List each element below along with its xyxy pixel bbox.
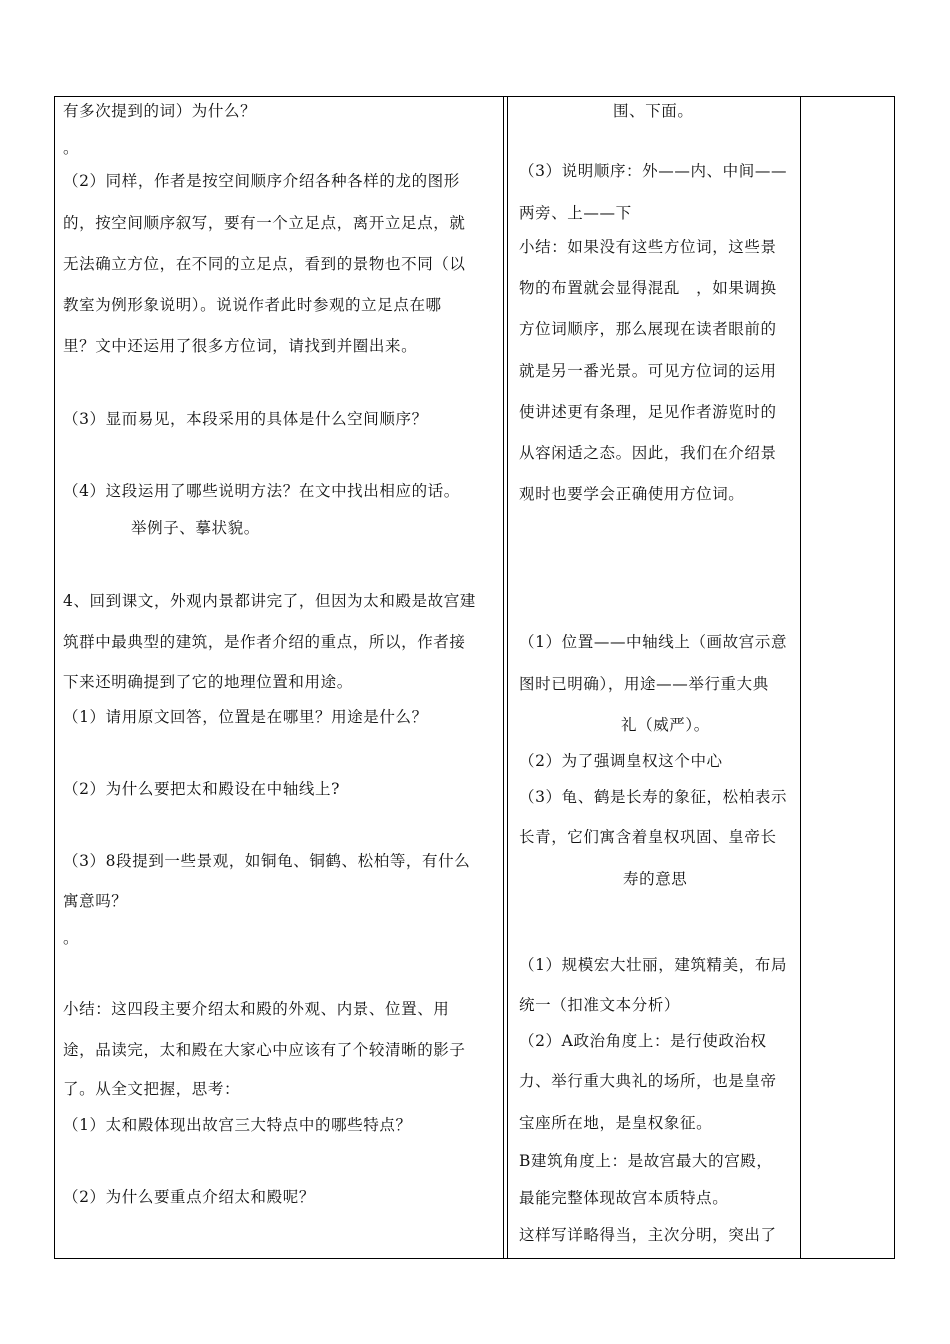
left-text-line: 有多次提到的词）为什么？ [63, 102, 257, 120]
right-text-line: 使讲述更有条理，足见作者游览时的 [519, 403, 777, 421]
lesson-table [54, 96, 895, 1259]
left-text-line: 里？文中还运用了很多方位词，请找到并圈出来。 [63, 337, 418, 355]
left-text-line: 举例子、摹状貌。 [131, 519, 260, 537]
right-text-line: 图时已明确），用途——举行重大典 [519, 675, 769, 693]
left-text-line: 。 [63, 929, 80, 947]
left-text-line: 教室为例形象说明）。说说作者此时参观的立足点在哪 [63, 296, 442, 314]
left-text-line: （2）同样，作者是按空间顺序介绍各种各样的龙的图形 [63, 172, 460, 190]
right-text-line: （1）规模宏大壮丽，建筑精美，布局 [519, 956, 788, 974]
column-divider [503, 97, 504, 1258]
left-text-line: （2）为什么要重点介绍太和殿呢？ [63, 1188, 315, 1206]
right-text-line: （3）龟、鹤是长寿的象征，松柏表示 [519, 788, 788, 806]
left-text-line: 的，按空间顺序叙写，要有一个立足点，离开立足点，就 [63, 214, 466, 232]
right-text-line: 统一（扣准文本分析） [519, 996, 681, 1014]
left-text-line: 4、回到课文，外观内景都讲完了，但因为太和殿是故宫建 [63, 592, 476, 610]
right-text-line: 力、举行重大典礼的场所，也是皇帝 [519, 1072, 777, 1090]
right-text-line: 最能完整体现故宫本质特点。 [519, 1189, 729, 1207]
right-text-line: 围、下面。 [613, 102, 694, 120]
right-text-line: 物的布置就会显得混乱 ，如果调换 [519, 279, 777, 297]
left-text-line: 。 [63, 139, 80, 157]
right-text-line: （2）A政治角度上：是行使政治权 [519, 1032, 767, 1050]
right-text-line: （2）为了强调皇权这个中心 [519, 752, 723, 770]
right-text-line: 两旁、上——下 [519, 204, 632, 222]
left-text-line: 筑群中最典型的建筑，是作者介绍的重点，所以，作者接 [63, 633, 466, 651]
right-text-line: （3）说明顺序：外——内、中间—— [519, 162, 788, 180]
left-text-line: （1）请用原文回答，位置是在哪里？用途是什么？ [63, 708, 428, 726]
left-text-line: 寓意吗？ [63, 892, 128, 910]
left-text-line: （3）显而易见，本段采用的具体是什么空间顺序？ [63, 410, 428, 428]
right-text-line: 长青，它们寓含着皇权巩固、皇帝长 [519, 828, 777, 846]
right-text-line: 观时也要学会正确使用方位词。 [519, 485, 745, 503]
right-text-line: 从容闲适之态。因此，我们在介绍景 [519, 444, 777, 462]
left-text-line: 无法确立方位，在不同的立足点，看到的景物也不同（以 [63, 255, 466, 273]
column-divider [800, 97, 801, 1258]
right-text-line: 宝座所在地，是皇权象征。 [519, 1114, 713, 1132]
right-text-line: （1）位置——中轴线上（画故宫示意 [519, 633, 788, 651]
right-text-line: 礼（威严）。 [621, 716, 710, 734]
left-text-line: 了。从全文把握，思考： [63, 1080, 241, 1098]
left-text-line: （3）8段提到一些景观，如铜龟、铜鹤、松柏等，有什么 [63, 852, 471, 870]
right-text-line: 方位词顺序，那么展现在读者眼前的 [519, 320, 777, 338]
right-text-line: 小结：如果没有这些方位词，这些景 [519, 238, 777, 256]
right-text-line: 寿的意思 [623, 870, 688, 888]
right-text-line: 就是另一番光景。可见方位词的运用 [519, 362, 777, 380]
left-text-line: （2）为什么要把太和殿设在中轴线上? [63, 780, 340, 798]
left-text-line: 下来还明确提到了它的地理位置和用途。 [63, 673, 353, 691]
column-divider [507, 97, 508, 1258]
right-text-line: B建筑角度上：是故宫最大的宫殿， [519, 1152, 773, 1170]
right-text-line: 这样写详略得当，主次分明，突出了 [519, 1226, 777, 1244]
left-text-line: 小结：这四段主要介绍太和殿的外观、内景、位置、用 [63, 1000, 450, 1018]
left-text-line: 途，品读完，太和殿在大家心中应该有了个较清晰的影子 [63, 1041, 466, 1059]
left-text-line: （1）太和殿体现出故宫三大特点中的哪些特点？ [63, 1116, 412, 1134]
left-text-line: （4）这段运用了哪些说明方法？在文中找出相应的话。 [63, 482, 460, 500]
